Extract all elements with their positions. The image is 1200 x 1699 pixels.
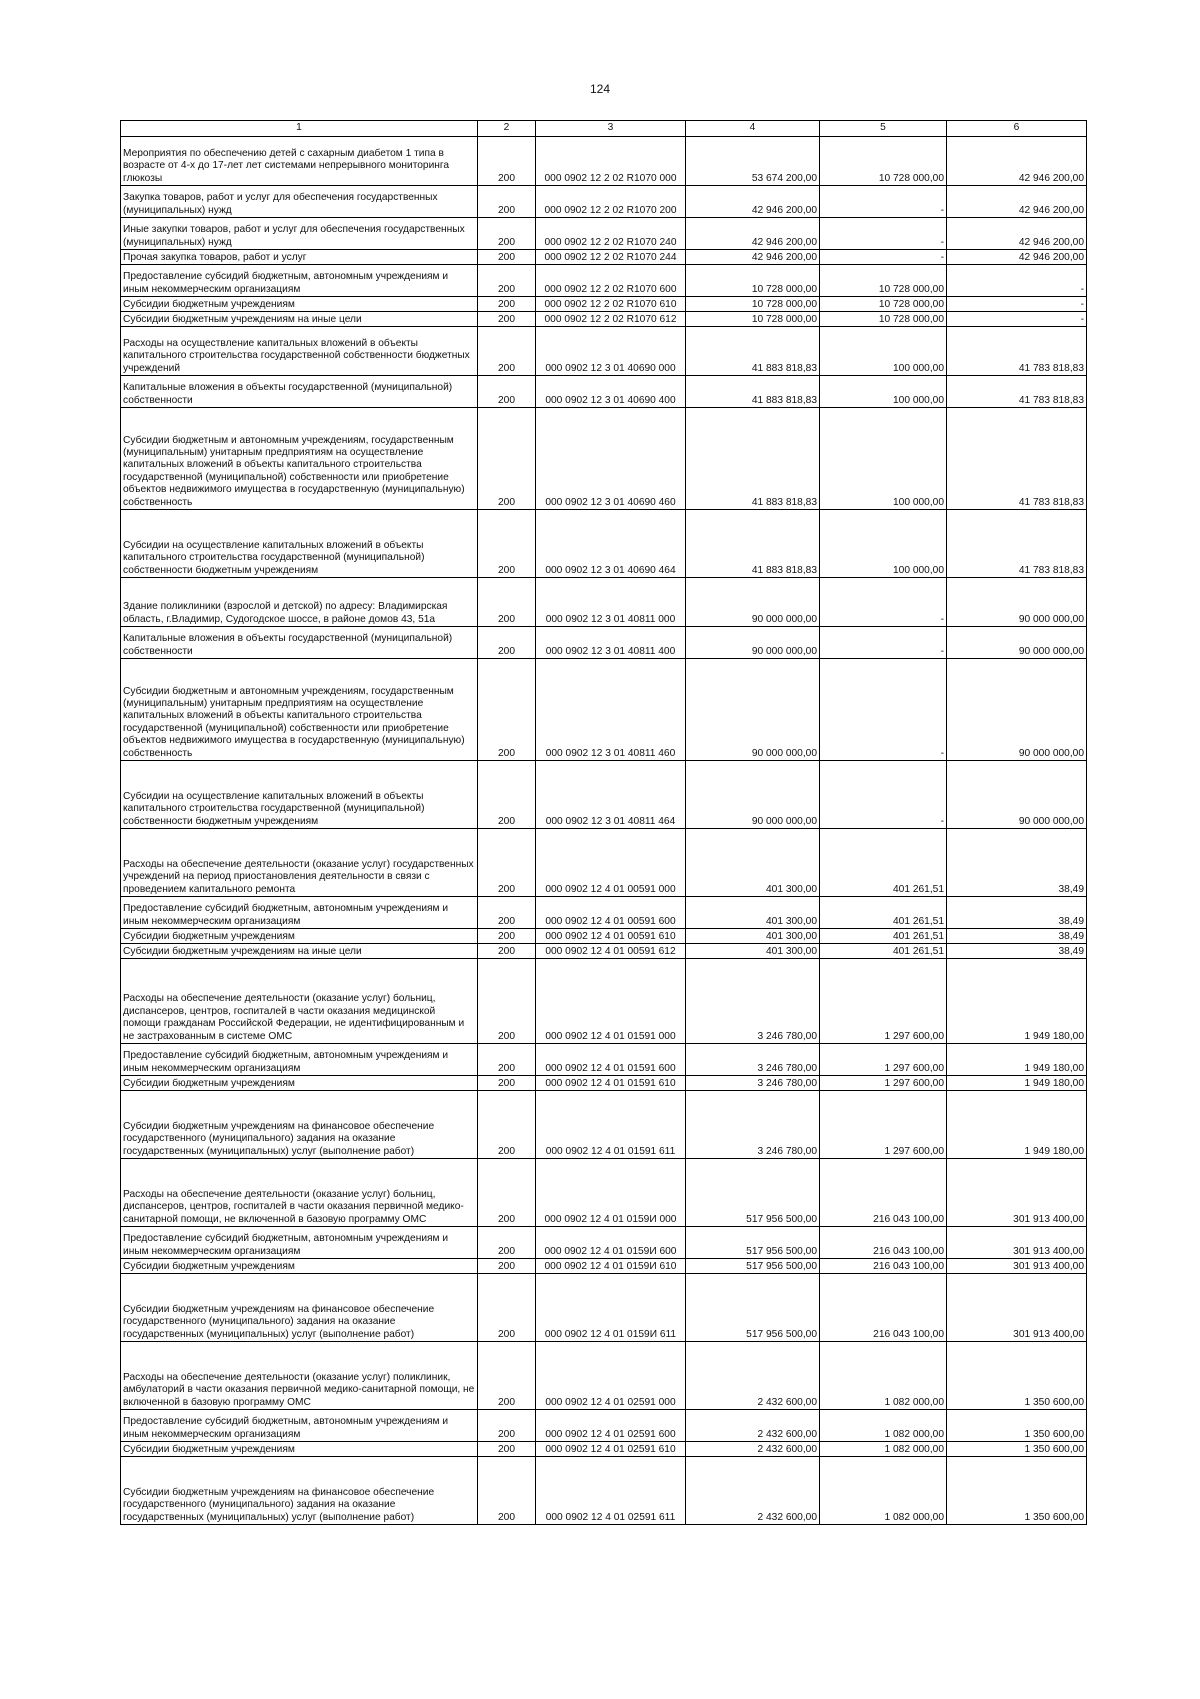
item-name-cell: Субсидии бюджетным учреждениям на иные цели — [121, 944, 478, 959]
table-row — [121, 1457, 1087, 1525]
executed-amount-cell: 100 000,00 — [820, 510, 947, 578]
line-code-cell: 200 — [478, 929, 536, 944]
item-name-cell: Субсидии на осуществление капитальных вложений в объекты капитального строительства государственной (муниципальной) собственности бюджетным учреждениям — [121, 761, 478, 829]
approved-amount-cell: 90 000 000,00 — [686, 578, 820, 627]
line-code-cell: 200 — [478, 250, 536, 265]
table-row — [121, 297, 1087, 312]
budget-code-cell: 000 0902 12 3 01 40690 460 — [536, 408, 686, 510]
table-row — [121, 408, 1087, 510]
executed-amount-cell: 1 082 000,00 — [820, 1342, 947, 1410]
budget-code-cell: 000 0902 12 4 01 02591 611 — [536, 1457, 686, 1525]
item-name-cell: Капитальные вложения в объекты государственной (муниципальной) собственности — [121, 627, 478, 659]
line-code-cell: 200 — [478, 959, 536, 1044]
item-name-cell: Иные закупки товаров, работ и услуг для обеспечения государственных (муниципальных) нужд — [121, 218, 478, 250]
column-header: 4 — [686, 121, 820, 137]
executed-amount-cell: - — [820, 218, 947, 250]
approved-amount-cell: 42 946 200,00 — [686, 218, 820, 250]
unexecuted-amount-cell: 301 913 400,00 — [947, 1227, 1087, 1259]
line-code-cell: 200 — [478, 312, 536, 327]
unexecuted-amount-cell: 1 949 180,00 — [947, 1091, 1087, 1159]
unexecuted-amount-cell: 38,49 — [947, 929, 1087, 944]
item-name-cell: Субсидии бюджетным учреждениям — [121, 1442, 478, 1457]
unexecuted-amount-cell: 90 000 000,00 — [947, 659, 1087, 761]
executed-amount-cell: 100 000,00 — [820, 327, 947, 376]
line-code-cell: 200 — [478, 1274, 536, 1342]
unexecuted-amount-cell: 38,49 — [947, 897, 1087, 929]
item-name-cell: Расходы на осуществление капитальных вложений в объекты капитального строительства государственной собственности бюджетных учреждений — [121, 327, 478, 376]
line-code-cell: 200 — [478, 1442, 536, 1457]
executed-amount-cell: 401 261,51 — [820, 829, 947, 897]
item-name-cell: Закупка товаров, работ и услуг для обеспечения государственных (муниципальных) нужд — [121, 186, 478, 218]
table-row — [121, 761, 1087, 829]
unexecuted-amount-cell: 1 350 600,00 — [947, 1457, 1087, 1525]
budget-code-cell: 000 0902 12 4 01 0159И 610 — [536, 1259, 686, 1274]
table-row — [121, 897, 1087, 929]
executed-amount-cell: 100 000,00 — [820, 408, 947, 510]
approved-amount-cell: 3 246 780,00 — [686, 1076, 820, 1091]
item-name-cell: Субсидии бюджетным учреждениям — [121, 297, 478, 312]
line-code-cell: 200 — [478, 137, 536, 186]
item-name-cell: Прочая закупка товаров, работ и услуг — [121, 250, 478, 265]
executed-amount-cell: 216 043 100,00 — [820, 1259, 947, 1274]
item-name-cell: Субсидии бюджетным учреждениям — [121, 929, 478, 944]
approved-amount-cell: 42 946 200,00 — [686, 250, 820, 265]
item-name-cell: Предоставление субсидий бюджетным, автономным учреждениям и иным некоммерческим организациям — [121, 265, 478, 297]
item-name-cell: Субсидии бюджетным учреждениям на финансовое обеспечение государственного (муниципального) задания на оказание государственных (муниципальных) услуг (выполнение работ) — [121, 1457, 478, 1525]
line-code-cell: 200 — [478, 761, 536, 829]
item-name-cell: Предоставление субсидий бюджетным, автономным учреждениям и иным некоммерческим организациям — [121, 1227, 478, 1259]
executed-amount-cell: 10 728 000,00 — [820, 312, 947, 327]
executed-amount-cell: - — [820, 659, 947, 761]
approved-amount-cell: 2 432 600,00 — [686, 1410, 820, 1442]
item-name-cell: Предоставление субсидий бюджетным, автономным учреждениям и иным некоммерческим организациям — [121, 1410, 478, 1442]
line-code-cell: 200 — [478, 1457, 536, 1525]
item-name-cell: Субсидии бюджетным учреждениям на финансовое обеспечение государственного (муниципального) задания на оказание государственных (муниципальных) услуг (выполнение работ) — [121, 1274, 478, 1342]
approved-amount-cell: 10 728 000,00 — [686, 265, 820, 297]
item-name-cell: Субсидии бюджетным учреждениям на финансовое обеспечение государственного (муниципального) задания на оказание государственных (муниципальных) услуг (выполнение работ) — [121, 1091, 478, 1159]
approved-amount-cell: 41 883 818,83 — [686, 510, 820, 578]
table-row — [121, 265, 1087, 297]
unexecuted-amount-cell: - — [947, 312, 1087, 327]
approved-amount-cell: 10 728 000,00 — [686, 312, 820, 327]
unexecuted-amount-cell: 301 913 400,00 — [947, 1259, 1087, 1274]
unexecuted-amount-cell: 41 783 818,83 — [947, 408, 1087, 510]
budget-code-cell: 000 0902 12 2 02 R1070 240 — [536, 218, 686, 250]
table-row — [121, 1342, 1087, 1410]
table-row — [121, 1227, 1087, 1259]
unexecuted-amount-cell: 301 913 400,00 — [947, 1159, 1087, 1227]
line-code-cell: 200 — [478, 627, 536, 659]
table-body — [121, 137, 1087, 1525]
approved-amount-cell: 90 000 000,00 — [686, 627, 820, 659]
executed-amount-cell: 1 297 600,00 — [820, 1076, 947, 1091]
executed-amount-cell: 1 082 000,00 — [820, 1410, 947, 1442]
executed-amount-cell: 401 261,51 — [820, 944, 947, 959]
unexecuted-amount-cell: 90 000 000,00 — [947, 578, 1087, 627]
budget-code-cell: 000 0902 12 4 01 00591 612 — [536, 944, 686, 959]
item-name-cell: Субсидии бюджетным учреждениям — [121, 1259, 478, 1274]
line-code-cell: 200 — [478, 408, 536, 510]
approved-amount-cell: 41 883 818,83 — [686, 327, 820, 376]
budget-code-cell: 000 0902 12 2 02 R1070 244 — [536, 250, 686, 265]
column-header: 6 — [947, 121, 1087, 137]
line-code-cell: 200 — [478, 510, 536, 578]
table-row — [121, 1159, 1087, 1227]
budget-code-cell: 000 0902 12 3 01 40811 464 — [536, 761, 686, 829]
approved-amount-cell: 401 300,00 — [686, 944, 820, 959]
executed-amount-cell: 216 043 100,00 — [820, 1274, 947, 1342]
executed-amount-cell: - — [820, 761, 947, 829]
unexecuted-amount-cell: - — [947, 297, 1087, 312]
table-row — [121, 250, 1087, 265]
line-code-cell: 200 — [478, 1159, 536, 1227]
line-code-cell: 200 — [478, 186, 536, 218]
executed-amount-cell: 1 297 600,00 — [820, 1044, 947, 1076]
unexecuted-amount-cell: 41 783 818,83 — [947, 327, 1087, 376]
executed-amount-cell: 1 082 000,00 — [820, 1457, 947, 1525]
executed-amount-cell: - — [820, 627, 947, 659]
budget-code-cell: 000 0902 12 4 01 01591 611 — [536, 1091, 686, 1159]
executed-amount-cell: 1 297 600,00 — [820, 959, 947, 1044]
unexecuted-amount-cell: - — [947, 265, 1087, 297]
executed-amount-cell: 10 728 000,00 — [820, 137, 947, 186]
item-name-cell: Здание поликлиники (взрослой и детской) по адресу: Владимирская область, г.Владимир, Судогодское шоссе, в районе домов 43, 51а — [121, 578, 478, 627]
header-row — [121, 121, 1087, 137]
item-name-cell: Капитальные вложения в объекты государственной (муниципальной) собственности — [121, 376, 478, 408]
unexecuted-amount-cell: 41 783 818,83 — [947, 376, 1087, 408]
line-code-cell: 200 — [478, 1259, 536, 1274]
executed-amount-cell: 100 000,00 — [820, 376, 947, 408]
column-header: 5 — [820, 121, 947, 137]
executed-amount-cell: 216 043 100,00 — [820, 1227, 947, 1259]
line-code-cell: 200 — [478, 297, 536, 312]
item-name-cell: Расходы на обеспечение деятельности (оказание услуг) больниц, диспансеров, центров, госпиталей в части оказания медицинской помощи гражданам Российской Федерации, не идентифицированным и не застрахованным в системе ОМС — [121, 959, 478, 1044]
budget-code-cell: 000 0902 12 4 01 0159И 000 — [536, 1159, 686, 1227]
budget-code-cell: 000 0902 12 4 01 01591 000 — [536, 959, 686, 1044]
table-row — [121, 659, 1087, 761]
unexecuted-amount-cell: 42 946 200,00 — [947, 250, 1087, 265]
column-header: 3 — [536, 121, 686, 137]
budget-code-cell: 000 0902 12 4 01 01591 610 — [536, 1076, 686, 1091]
table-row — [121, 578, 1087, 627]
line-code-cell: 200 — [478, 1342, 536, 1410]
line-code-cell: 200 — [478, 944, 536, 959]
table-row — [121, 186, 1087, 218]
unexecuted-amount-cell: 38,49 — [947, 829, 1087, 897]
table-row — [121, 376, 1087, 408]
approved-amount-cell: 3 246 780,00 — [686, 959, 820, 1044]
table-row — [121, 1076, 1087, 1091]
budget-code-cell: 000 0902 12 4 01 0159И 611 — [536, 1274, 686, 1342]
item-name-cell: Субсидии бюджетным и автономным учреждениям, государственным (муниципальным) унитарным предприятиям на осуществление капитальных вложений в объекты капитального строительства государственной (муниципальной) собственности или приобретение объектов недвижимого имущества в государственную (муниципальную) собственность — [121, 659, 478, 761]
line-code-cell: 200 — [478, 218, 536, 250]
table-row — [121, 1274, 1087, 1342]
executed-amount-cell: 216 043 100,00 — [820, 1159, 947, 1227]
line-code-cell: 200 — [478, 1227, 536, 1259]
approved-amount-cell: 41 883 818,83 — [686, 408, 820, 510]
table-row — [121, 959, 1087, 1044]
executed-amount-cell: - — [820, 186, 947, 218]
table-row — [121, 1044, 1087, 1076]
unexecuted-amount-cell: 42 946 200,00 — [947, 218, 1087, 250]
approved-amount-cell: 42 946 200,00 — [686, 186, 820, 218]
line-code-cell: 200 — [478, 659, 536, 761]
approved-amount-cell: 10 728 000,00 — [686, 297, 820, 312]
approved-amount-cell: 401 300,00 — [686, 929, 820, 944]
table-row — [121, 829, 1087, 897]
table-row — [121, 218, 1087, 250]
approved-amount-cell: 2 432 600,00 — [686, 1342, 820, 1410]
executed-amount-cell: 10 728 000,00 — [820, 297, 947, 312]
line-code-cell: 200 — [478, 1410, 536, 1442]
line-code-cell: 200 — [478, 897, 536, 929]
table-row — [121, 1091, 1087, 1159]
unexecuted-amount-cell: 42 946 200,00 — [947, 186, 1087, 218]
table-row — [121, 327, 1087, 376]
budget-code-cell: 000 0902 12 3 01 40690 400 — [536, 376, 686, 408]
table-row — [121, 1410, 1087, 1442]
column-header: 1 — [121, 121, 478, 137]
unexecuted-amount-cell: 90 000 000,00 — [947, 761, 1087, 829]
approved-amount-cell: 3 246 780,00 — [686, 1091, 820, 1159]
approved-amount-cell: 90 000 000,00 — [686, 761, 820, 829]
executed-amount-cell: 401 261,51 — [820, 929, 947, 944]
approved-amount-cell: 41 883 818,83 — [686, 376, 820, 408]
budget-code-cell: 000 0902 12 4 01 0159И 600 — [536, 1227, 686, 1259]
line-code-cell: 200 — [478, 578, 536, 627]
item-name-cell: Расходы на обеспечение деятельности (оказание услуг) государственных учреждений на период приостановления деятельности в связи с проведением капитального ремонта — [121, 829, 478, 897]
approved-amount-cell: 517 956 500,00 — [686, 1159, 820, 1227]
line-code-cell: 200 — [478, 1044, 536, 1076]
item-name-cell: Расходы на обеспечение деятельности (оказание услуг) больниц, диспансеров, центров, госпиталей в части оказания первичной медико-санитарной помощи, не включенной в базовую программу ОМС — [121, 1159, 478, 1227]
budget-code-cell: 000 0902 12 2 02 R1070 000 — [536, 137, 686, 186]
executed-amount-cell: - — [820, 578, 947, 627]
budget-code-cell: 000 0902 12 3 01 40811 000 — [536, 578, 686, 627]
approved-amount-cell: 517 956 500,00 — [686, 1274, 820, 1342]
item-name-cell: Субсидии бюджетным учреждениям — [121, 1076, 478, 1091]
budget-code-cell: 000 0902 12 4 01 00591 610 — [536, 929, 686, 944]
budget-code-cell: 000 0902 12 3 01 40811 460 — [536, 659, 686, 761]
item-name-cell: Субсидии бюджетным и автономным учреждениям, государственным (муниципальным) унитарным предприятиям на осуществление капитальных вложений в объекты капитального строительства государственной (муниципальной) собственности или приобретение объектов недвижимого имущества в государственную (муниципальную) собственность — [121, 408, 478, 510]
table-row — [121, 510, 1087, 578]
budget-code-cell: 000 0902 12 2 02 R1070 600 — [536, 265, 686, 297]
table-row — [121, 1442, 1087, 1457]
table-row — [121, 137, 1087, 186]
item-name-cell: Субсидии бюджетным учреждениям на иные цели — [121, 312, 478, 327]
table-row — [121, 312, 1087, 327]
unexecuted-amount-cell: 38,49 — [947, 944, 1087, 959]
unexecuted-amount-cell: 90 000 000,00 — [947, 627, 1087, 659]
unexecuted-amount-cell: 1 949 180,00 — [947, 1076, 1087, 1091]
approved-amount-cell: 517 956 500,00 — [686, 1259, 820, 1274]
budget-code-cell: 000 0902 12 2 02 R1070 610 — [536, 297, 686, 312]
executed-amount-cell: 10 728 000,00 — [820, 265, 947, 297]
item-name-cell: Мероприятия по обеспечению детей с сахарным диабетом 1 типа в возрасте от 4-х до 17-лет лет системами непрерывного мониторинга глюкозы — [121, 137, 478, 186]
approved-amount-cell: 401 300,00 — [686, 829, 820, 897]
line-code-cell: 200 — [478, 829, 536, 897]
table-row — [121, 627, 1087, 659]
approved-amount-cell: 2 432 600,00 — [686, 1457, 820, 1525]
unexecuted-amount-cell: 1 949 180,00 — [947, 959, 1087, 1044]
budget-code-cell: 000 0902 12 4 01 02591 600 — [536, 1410, 686, 1442]
budget-code-cell: 000 0902 12 2 02 R1070 200 — [536, 186, 686, 218]
item-name-cell: Расходы на обеспечение деятельности (оказание услуг) поликлиник, амбулаторий в части оказания первичной медико-санитарной помощи, не включенной в базовую программу ОМС — [121, 1342, 478, 1410]
budget-code-cell: 000 0902 12 3 01 40811 400 — [536, 627, 686, 659]
budget-code-cell: 000 0902 12 3 01 40690 464 — [536, 510, 686, 578]
line-code-cell: 200 — [478, 327, 536, 376]
budget-code-cell: 000 0902 12 4 01 01591 600 — [536, 1044, 686, 1076]
approved-amount-cell: 90 000 000,00 — [686, 659, 820, 761]
approved-amount-cell: 401 300,00 — [686, 897, 820, 929]
unexecuted-amount-cell: 1 350 600,00 — [947, 1342, 1087, 1410]
line-code-cell: 200 — [478, 376, 536, 408]
approved-amount-cell: 517 956 500,00 — [686, 1227, 820, 1259]
budget-code-cell: 000 0902 12 2 02 R1070 612 — [536, 312, 686, 327]
item-name-cell: Предоставление субсидий бюджетным, автономным учреждениям и иным некоммерческим организациям — [121, 897, 478, 929]
approved-amount-cell: 53 674 200,00 — [686, 137, 820, 186]
unexecuted-amount-cell: 42 946 200,00 — [947, 137, 1087, 186]
unexecuted-amount-cell: 301 913 400,00 — [947, 1274, 1087, 1342]
table-row — [121, 929, 1087, 944]
table-row — [121, 1259, 1087, 1274]
executed-amount-cell: 401 261,51 — [820, 897, 947, 929]
budget-code-cell: 000 0902 12 4 01 00591 000 — [536, 829, 686, 897]
item-name-cell: Предоставление субсидий бюджетным, автономным учреждениям и иным некоммерческим организациям — [121, 1044, 478, 1076]
line-code-cell: 200 — [478, 1091, 536, 1159]
unexecuted-amount-cell: 1 350 600,00 — [947, 1442, 1087, 1457]
budget-code-cell: 000 0902 12 4 01 02591 610 — [536, 1442, 686, 1457]
line-code-cell: 200 — [478, 1076, 536, 1091]
budget-table — [120, 120, 1087, 1525]
line-code-cell: 200 — [478, 265, 536, 297]
budget-code-cell: 000 0902 12 3 01 40690 000 — [536, 327, 686, 376]
budget-code-cell: 000 0902 12 4 01 00591 600 — [536, 897, 686, 929]
unexecuted-amount-cell: 1 949 180,00 — [947, 1044, 1087, 1076]
executed-amount-cell: - — [820, 250, 947, 265]
executed-amount-cell: 1 297 600,00 — [820, 1091, 947, 1159]
approved-amount-cell: 2 432 600,00 — [686, 1442, 820, 1457]
budget-code-cell: 000 0902 12 4 01 02591 000 — [536, 1342, 686, 1410]
page-number: 124 — [589, 82, 611, 96]
column-header: 2 — [478, 121, 536, 137]
item-name-cell: Субсидии на осуществление капитальных вложений в объекты капитального строительства государственной (муниципальной) собственности бюджетным учреждениям — [121, 510, 478, 578]
table-row — [121, 944, 1087, 959]
executed-amount-cell: 1 082 000,00 — [820, 1442, 947, 1457]
approved-amount-cell: 3 246 780,00 — [686, 1044, 820, 1076]
unexecuted-amount-cell: 1 350 600,00 — [947, 1410, 1087, 1442]
unexecuted-amount-cell: 41 783 818,83 — [947, 510, 1087, 578]
